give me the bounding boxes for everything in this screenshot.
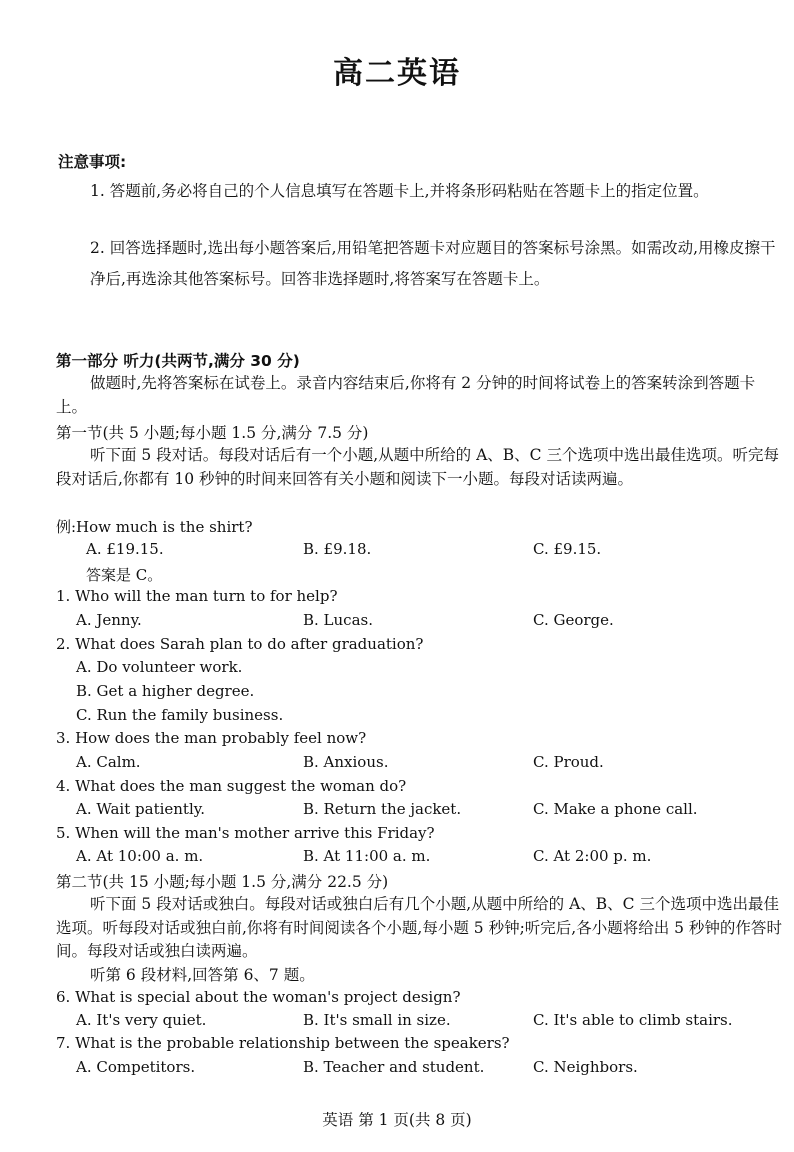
question-6: 6. What is special about the woman's project design? — [56, 988, 461, 1006]
question-1: 1. Who will the man turn to for help? — [56, 587, 338, 605]
q2-option-c: C. Run the family business. — [76, 706, 284, 724]
question-2: 2. What does Sarah plan to do after graduation? — [56, 635, 424, 653]
example-option-c: C. £9.15. — [533, 540, 602, 558]
q7-option-c: C. Neighbors. — [533, 1058, 638, 1076]
section1-intro: 听下面 5 段对话。每段对话后有一个小题,从题中所给的 A、B、C 三个选项中选出最佳选项。听完每段对话后,你都有 10 秒钟的时间来回答有关小题和阅读下一小题。每段对话读两遍。 — [56, 446, 779, 488]
q3-option-a: A. Calm. — [76, 753, 141, 771]
notes-heading: 注意事项: — [58, 153, 127, 171]
q2-option-a: A. Do volunteer work. — [76, 658, 243, 676]
q5-option-b: B. At 11:00 a. m. — [303, 847, 431, 865]
page-footer: 英语 第 1 页(共 8 页) — [322, 1111, 472, 1129]
q1-option-a: A. Jenny. — [76, 611, 142, 629]
q5-option-c: C. At 2:00 p. m. — [533, 847, 652, 865]
section2-heading: 第二节(共 15 小题;每小题 1.5 分,满分 22.5 分) — [56, 873, 389, 891]
q6-option-a: A. It's very quiet. — [76, 1011, 207, 1029]
q7-option-b: B. Teacher and student. — [303, 1058, 485, 1076]
part1-intro: 做题时,先将答案标在试卷上。录音内容结束后,你将有 2 分钟的时间将试卷上的答案转涂到答题卡上。 — [56, 374, 756, 416]
q1-option-c: C. George. — [533, 611, 614, 629]
section1-heading: 第一节(共 5 小题;每小题 1.5 分,满分 7.5 分) — [56, 424, 369, 442]
q3-option-c: C. Proud. — [533, 753, 604, 771]
q4-option-a: A. Wait patiently. — [76, 800, 206, 818]
question-3: 3. How does the man probably feel now? — [56, 729, 367, 747]
section2-material: 听第 6 段材料,回答第 6、7 题。 — [90, 966, 315, 984]
q1-option-b: B. Lucas. — [303, 611, 373, 629]
question-7: 7. What is the probable relationship between the speakers? — [56, 1034, 510, 1052]
example-answer: 答案是 C。 — [86, 566, 163, 584]
q7-option-a: A. Competitors. — [76, 1058, 196, 1076]
example-option-b: B. £9.18. — [303, 540, 372, 558]
q4-option-c: C. Make a phone call. — [533, 800, 698, 818]
q2-option-b: B. Get a higher degree. — [76, 682, 255, 700]
note-item-2: 2. 回答选择题时,选出每小题答案后,用铅笔把答题卡对应题目的答案标号涂黑。如需改动,用橡皮擦干净后,再选涂其他答案标号。回答非选择题时,将答案写在答题卡上。 — [90, 239, 776, 288]
question-5: 5. When will the man's mother arrive this Friday? — [56, 824, 435, 842]
q6-option-c: C. It's able to climb stairs. — [533, 1011, 733, 1029]
page-title: 高二英语 — [333, 56, 461, 91]
q6-option-b: B. It's small in size. — [303, 1011, 451, 1029]
q3-option-b: B. Anxious. — [303, 753, 389, 771]
question-4: 4. What does the man suggest the woman do? — [56, 777, 407, 795]
note-item-1: 1. 答题前,务必将自己的个人信息填写在答题卡上,并将条形码粘贴在答题卡上的指定位置。 — [90, 182, 709, 200]
section2-intro: 听下面 5 段对话或独白。每段对话或独白后有几个小题,从题中所给的 A、B、C 三个选项中选出最佳选项。听每段对话或独白前,你将有时间阅读各个小题,每小题 5 秒钟;听完后,各小题将给出 5 秒钟的作答时间。每段对话或独白读两遍。 — [56, 895, 782, 960]
q5-option-a: A. At 10:00 a. m. — [76, 847, 204, 865]
part1-heading: 第一部分 听力(共两节,满分 30 分) — [56, 352, 300, 370]
example-question: 例:How much is the shirt? — [56, 518, 253, 536]
q4-option-b: B. Return the jacket. — [303, 800, 462, 818]
example-option-a: A. £19.15. — [86, 540, 164, 558]
